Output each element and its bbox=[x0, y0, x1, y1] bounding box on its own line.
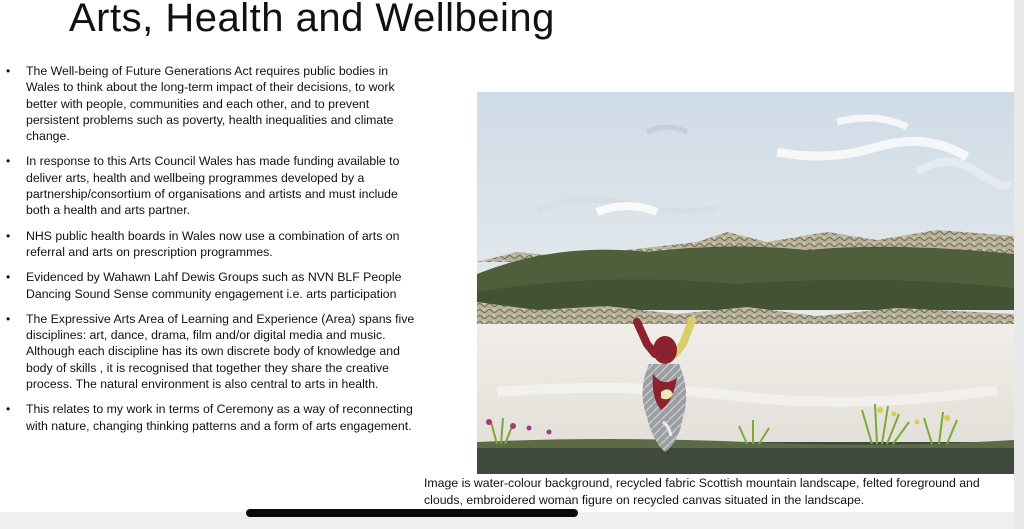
bullet-item bbox=[6, 401, 416, 434]
bullet-icon: • bbox=[6, 402, 11, 417]
bullet-item bbox=[6, 63, 416, 144]
horizontal-scrollbar-thumb[interactable] bbox=[246, 509, 578, 517]
bullet-icon: • bbox=[6, 228, 11, 243]
bullet-icon: • bbox=[6, 64, 11, 78]
slide-title: Arts, Health and Wellbeing bbox=[69, 0, 555, 40]
image-caption: Image is water-colour background, recycled fabric Scottish mountain landscape, felted foreground and clouds, embroidered woman figure on recycled canvas situated in the landscape. bbox=[424, 476, 980, 507]
bullet-text: Evidenced by Wahawn Lahf Dewis Groups such as NVN BLF People Dancing Sound Sense community engagement i.e. arts participation bbox=[26, 270, 402, 301]
bullet-text: In response to this Arts Council Wales has made funding available to deliver arts, health and wellbeing programmes developed by a partnership/consortium of organisations and artists and must include both a health and arts partner. bbox=[26, 154, 400, 218]
bullet-icon: • bbox=[6, 154, 11, 169]
bullet-list bbox=[6, 63, 416, 443]
bullet-item bbox=[6, 269, 416, 302]
bullet-text: The Well-being of Future Generations Act requires public bodies in Wales to think about the long-term impact of their decisions, to work better with people, communities and each other, and to prevent persistent problems such as poverty, health inequalities and climate change. bbox=[26, 64, 395, 144]
bullet-text: The Expressive Arts Area of Learning and Experience (Area) spans five disciplines: art, dance, drama, film and/or digital media and music. Although each discipline has its own discrete body of knowledge and body of skills , it is recognised that together they share the creative process. The natural environment is also central to arts in health. bbox=[26, 311, 415, 392]
bullet-item bbox=[6, 228, 416, 261]
bullet-icon: • bbox=[6, 270, 11, 285]
bullet-text: NHS public health boards in Wales now use a combination of arts on referral and arts on prescription programmes. bbox=[26, 228, 400, 259]
window-edge bbox=[1014, 0, 1024, 529]
bullet-item bbox=[6, 311, 416, 392]
bullet-text: This relates to my work in terms of Ceremony as a way of reconnecting with nature, changing thinking patterns and a form of arts engagement. bbox=[26, 402, 413, 433]
bullet-icon: • bbox=[6, 311, 11, 326]
bullet-item bbox=[6, 153, 416, 218]
artwork-image bbox=[477, 92, 1014, 474]
